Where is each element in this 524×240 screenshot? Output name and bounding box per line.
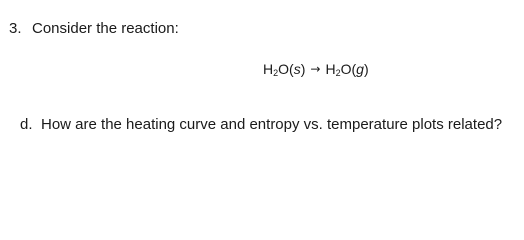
question-prompt: Consider the reaction: (32, 20, 179, 37)
reaction-equation (263, 61, 369, 77)
reactant-element: H (263, 61, 274, 77)
reactant-subscript: 2 (273, 68, 279, 78)
reactant-rest: O( (278, 61, 294, 77)
reaction-arrow-icon: → (310, 62, 321, 76)
sub-question-text: How are the heating curve and entropy vs. temperature plots related? (41, 116, 503, 133)
sub-question-letter: d. (20, 116, 33, 133)
product-close: ) (363, 61, 369, 77)
product-subscript: 2 (335, 68, 341, 78)
product-rest: O( (340, 61, 357, 77)
reactant-close: ) (300, 61, 306, 77)
product-phase: g (356, 61, 364, 77)
reactant-formula (263, 61, 305, 77)
reactant-phase: s (293, 61, 301, 77)
sub-question (20, 116, 502, 133)
question-header (9, 20, 179, 37)
question-number: 3. (9, 20, 22, 37)
product-element: H (325, 61, 336, 77)
product-formula (325, 61, 368, 77)
